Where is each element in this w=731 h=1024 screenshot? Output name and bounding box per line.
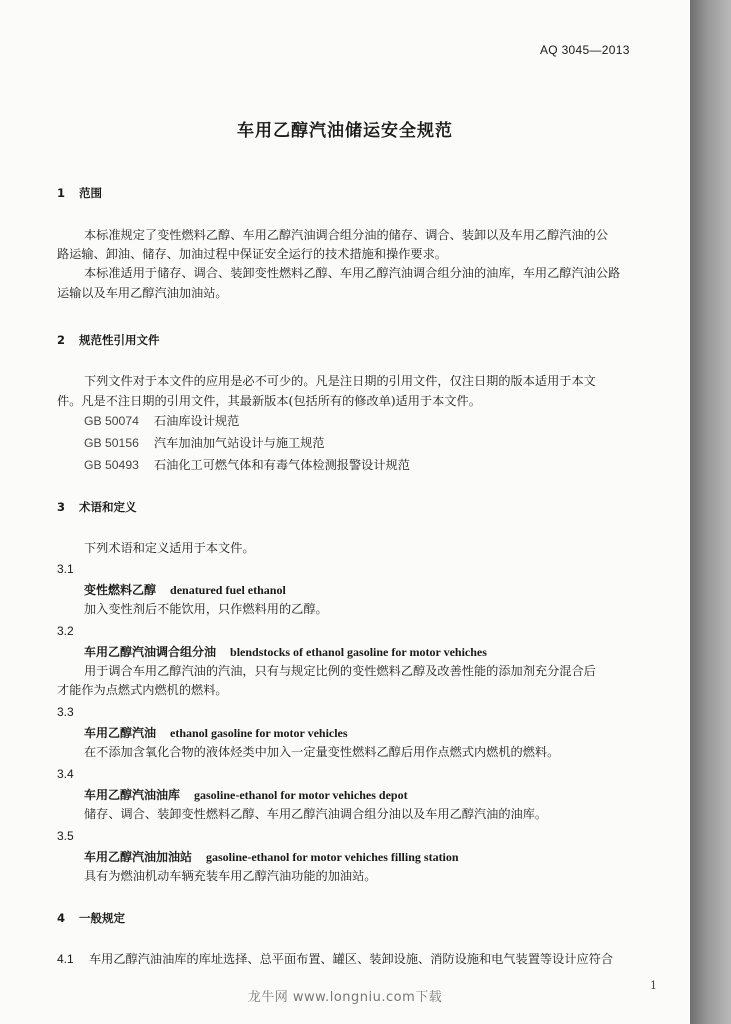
page-number: 1	[650, 979, 657, 992]
term-english: gasoline-ethanol for motor vehiches filling station	[206, 850, 459, 864]
term-definition: 储存、调合、装卸变性燃料乙醇、车用乙醇汽油调合组分油以及车用乙醇汽油的油库。	[84, 807, 548, 821]
term-entry	[84, 643, 487, 660]
term-number: 3.2	[57, 624, 74, 638]
reference-title: 石油库设计规范	[154, 414, 240, 428]
paragraph-line: 路运输、卸油、储存、加油过程中保证安全运行的技术措施和操作要求。	[57, 247, 447, 261]
term-english: ethanol gasoline for motor vehicles	[170, 726, 348, 740]
term-chinese: 变性燃料乙醇	[84, 583, 157, 597]
document-title: 车用乙醇汽油储运安全规范	[237, 121, 453, 141]
page-edge-shadow	[690, 0, 731, 1024]
standard-code: AQ 3045—2013	[540, 43, 630, 57]
paragraph-line: 运输以及车用乙醇汽油加油站。	[57, 286, 228, 300]
term-chinese: 车用乙醇汽油加油站	[84, 850, 193, 864]
term-entry	[84, 786, 408, 803]
section-number: 3	[57, 500, 66, 514]
section-title: 规范性引用文件	[79, 333, 160, 347]
section-number: 4	[57, 911, 66, 925]
section-heading-scope	[57, 185, 102, 201]
term-definition: 才能作为点燃式内燃机的燃料。	[57, 683, 228, 697]
section-title: 范围	[79, 186, 102, 200]
reference-code: GB 50074	[84, 414, 139, 428]
term-entry	[84, 724, 348, 741]
term-definition: 具有为燃油机动车辆充装车用乙醇汽油功能的加油站。	[84, 869, 377, 883]
term-entry	[84, 848, 459, 865]
clause-line	[57, 950, 613, 969]
section-number: 2	[57, 333, 66, 347]
term-entry	[84, 581, 286, 598]
section-heading-terms-definitions	[57, 499, 137, 515]
paragraph-line: 下列文件对于本文件的应用是必不可少的。凡是注日期的引用文件，仅注日期的版本适用于本文	[84, 374, 596, 388]
term-chinese: 车用乙醇汽油油库	[84, 788, 181, 802]
term-number: 3.5	[57, 829, 74, 843]
clause-number: 4.1	[57, 952, 74, 966]
reference-title: 汽车加油加气站设计与施工规范	[154, 436, 325, 450]
paragraph-line: 本标准适用于储存、调合、装卸变性燃料乙醇、车用乙醇汽油调合组分油的油库，车用乙醇汽油公路	[84, 266, 621, 280]
term-definition: 加入变性剂后不能饮用，只作燃料用的乙醇。	[84, 602, 328, 616]
reference-title: 石油化工可燃气体和有毒气体检测报警设计规范	[154, 458, 410, 472]
reference-code: GB 50493	[84, 458, 139, 472]
clause-text: 车用乙醇汽油油库的库址选择、总平面布置、罐区、装卸设施、消防设施和电气装置等设计应符合	[89, 952, 614, 966]
section-number: 1	[57, 186, 66, 200]
term-definition: 在不添加含氧化合物的液体烃类中加入一定量变性燃料乙醇后用作点燃式内燃机的燃料。	[84, 745, 560, 759]
term-number: 3.1	[57, 562, 74, 576]
watermark: 龙牛网 www.longniu.com下载	[247, 990, 443, 1005]
paragraph-line: 件。凡是不注日期的引用文件，其最新版本(包括所有的修改单)适用于本文件。	[57, 394, 481, 408]
term-chinese: 车用乙醇汽油调合组分油	[84, 645, 217, 659]
term-chinese: 车用乙醇汽油	[84, 726, 157, 740]
reference-item	[84, 412, 239, 429]
section-title: 术语和定义	[79, 500, 137, 514]
term-english: gasoline-ethanol for motor vehiches depot	[194, 788, 408, 802]
paragraph-line: 本标准规定了变性燃料乙醇、车用乙醇汽油调合组分油的储存、调合、装卸以及车用乙醇汽油的公	[84, 228, 609, 242]
term-definition: 用于调合车用乙醇汽油的汽油，只有与规定比例的变性燃料乙醇及改善性能的添加剂充分混合后	[84, 664, 596, 678]
reference-item	[84, 434, 325, 451]
term-number: 3.4	[57, 767, 74, 781]
section-heading-general-provisions	[57, 910, 125, 926]
term-english: denatured fuel ethanol	[170, 583, 286, 597]
reference-item	[84, 456, 410, 473]
section-heading-normative-references	[57, 332, 160, 348]
term-english: blendstocks of ethanol gasoline for motor vehiches	[230, 645, 487, 659]
term-number: 3.3	[57, 705, 74, 719]
paragraph-line: 下列术语和定义适用于本文件。	[84, 541, 255, 555]
section-title: 一般规定	[79, 911, 125, 925]
reference-code: GB 50156	[84, 436, 139, 450]
